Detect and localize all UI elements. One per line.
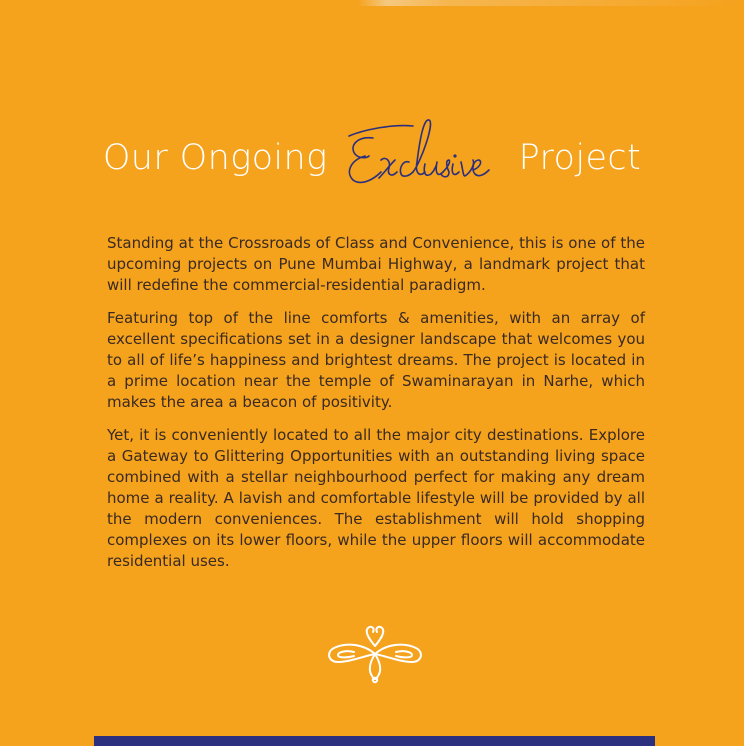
description-text [107, 233, 645, 584]
paragraph-3: Yet, it is conveniently located to all the major city destinations. Explore a Gateway to Glittering Opportunities with an outstanding living space combined with a stellar neighbourhood perfect for making any dream home a reality. A lavish and comfortable lifestyle will be provided by all the modern conveniences. The establishment will hold shopping complexes on its lower floors, while the upper floors will accommodate residential uses. [107, 426, 645, 570]
paragraph-2: Featuring top of the line comforts & amenities, with an array of excellent specifications set in a designer landscape that welcomes you to all of life’s happiness and brightest dreams. The project is located in a prime location near the temple of Swaminarayan in Narhe, which makes the area a beacon of positivity. [107, 309, 645, 411]
title-suffix: Project [518, 138, 642, 178]
script-word-graphic [343, 116, 505, 196]
title-script-word [343, 128, 505, 188]
flourish-ornament-icon [324, 622, 426, 686]
paragraph-1: Standing at the Crossroads of Class and Convenience, this is one of the upcoming projects on Pune Mumbai Highway, a landmark project that will redefine the commercial-residential paradigm. [107, 234, 645, 294]
page-title [0, 128, 744, 188]
top-decorative-strip [0, 0, 744, 6]
title-prefix: Our Ongoing [102, 138, 328, 178]
bottom-bar [94, 736, 655, 746]
